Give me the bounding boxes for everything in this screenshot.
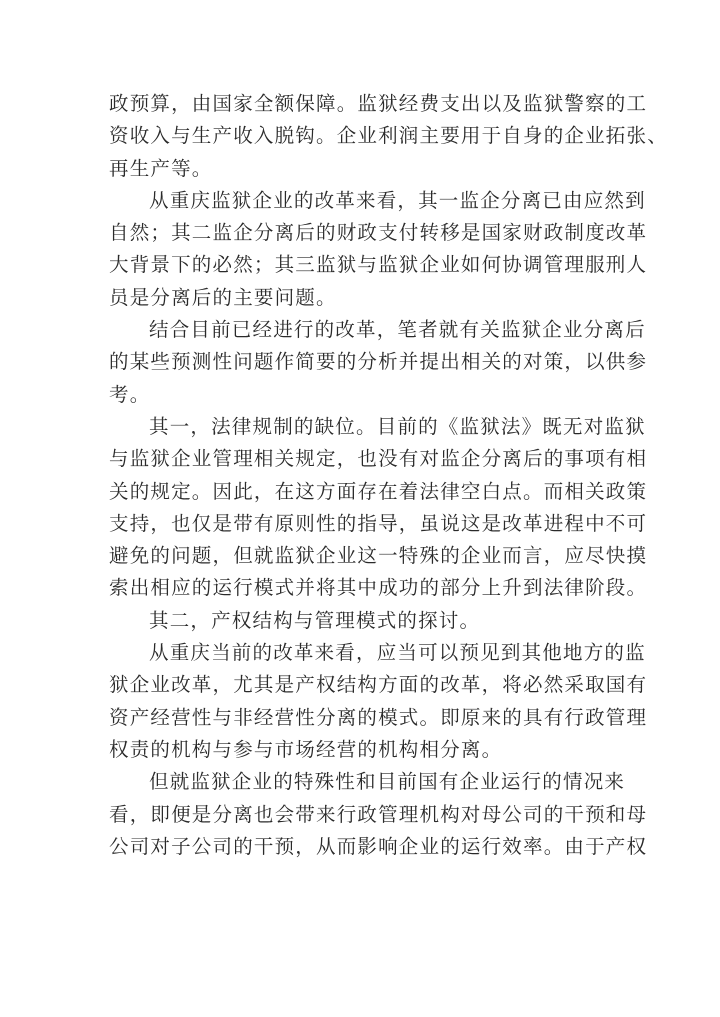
text-line: 再生产等。 — [109, 156, 213, 180]
text-line: 其一，法律规制的缺位。目前的《监狱法》既无对监狱 — [149, 414, 646, 438]
text-line: 大背景下的必然；其三监狱与监狱企业如何协调管理服刑人 — [109, 253, 648, 277]
text-line: 避免的问题，但就监狱企业这一特殊的企业而言，应尽快摸 — [109, 544, 648, 568]
text-line: 狱企业改革，尤其是产权结构方面的改革，将必然采取国有 — [109, 673, 648, 697]
paragraph — [109, 766, 648, 863]
text-line: 关的规定。因此，在这方面存在着法律空白点。而相关政策 — [109, 479, 648, 503]
paragraph — [109, 605, 629, 637]
paragraph — [109, 88, 668, 185]
text-line: 索出相应的运行模式并将其中成功的部分上升到法律阶段。 — [109, 576, 648, 600]
text-line: 从重庆监狱企业的改革来看，其一监企分离已由应然到 — [149, 188, 646, 212]
text-line: 考。 — [109, 382, 151, 406]
text-line: 公司对子公司的干预，从而影响企业的运行效率。由于产权 — [109, 834, 648, 858]
text-line: 其二，产权结构与管理模式的探讨。 — [149, 608, 481, 632]
paragraph — [109, 185, 648, 314]
text-line: 结合目前已经进行的改革，笔者就有关监狱企业分离后 — [149, 318, 646, 342]
paragraph — [109, 314, 648, 411]
document-body — [109, 88, 668, 863]
paragraph — [109, 411, 648, 605]
text-line: 看，即便是分离也会带来行政管理机构对母公司的干预和母 — [109, 802, 648, 826]
paragraph — [109, 637, 648, 766]
text-line: 的某些预测性问题作简要的分析并提出相关的对策，以供参 — [109, 350, 648, 374]
text-line: 政预算，由国家全额保障。监狱经费支出以及监狱警察的工 — [109, 92, 648, 115]
text-line: 但就监狱企业的特殊性和目前国有企业运行的情况来 — [149, 770, 626, 794]
text-line: 资产经营性与非经营性分离的模式。即原来的具有行政管理 — [109, 705, 648, 729]
text-line: 权责的机构与参与市场经营的机构相分离。 — [109, 737, 503, 761]
text-line: 支持，也仅是带有原则性的指导，虽说这是改革进程中不可 — [109, 511, 648, 535]
text-line: 资收入与生产收入脱钩。企业利润主要用于自身的企业拓张、 — [109, 124, 668, 148]
text-line: 从重庆当前的改革来看，应当可以预见到其他地方的监 — [149, 641, 646, 665]
text-line: 与监狱企业管理相关规定，也没有对监企分离后的事项有相 — [109, 447, 648, 471]
text-line: 自然；其二监企分离后的财政支付转移是国家财政制度改革 — [109, 221, 648, 245]
text-line: 员是分离后的主要问题。 — [109, 285, 337, 309]
